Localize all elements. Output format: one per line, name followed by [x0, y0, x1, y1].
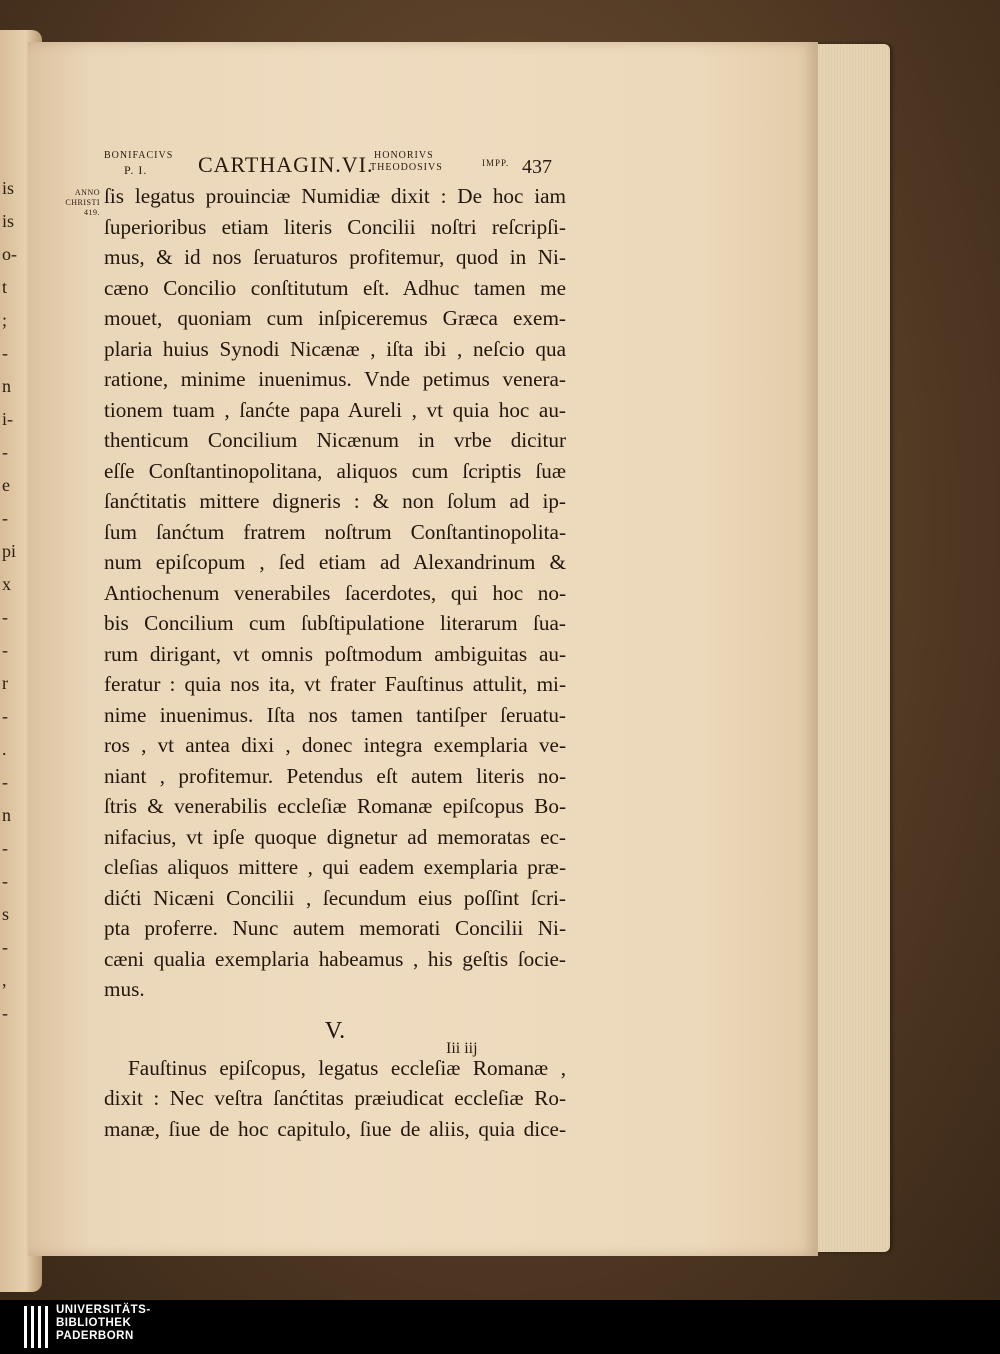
page-block-edges [810, 44, 890, 1252]
left-page-fragment: is [2, 211, 15, 231]
left-page-fragment: - [2, 607, 8, 627]
text-line: dićti Nicæni Concilii , ſecundum eius poſſint ſcri- [104, 885, 566, 910]
text-line: ros , vt antea dixi , donec integra exemplaria ve- [104, 733, 566, 757]
left-page-fragment: - [2, 706, 8, 726]
text-line: Fauſtinus epiſcopus, legatus eccleſiæ Romanæ , [128, 1055, 566, 1080]
body-text [104, 181, 566, 1144]
margin-note-year-value: 419. [84, 208, 100, 217]
running-head-pope-number: P. I. [124, 163, 148, 177]
left-page-fragment: s [2, 904, 10, 924]
running-head-pope: BONIFACIVS [104, 150, 174, 161]
text-line: niant , profitemur. Petendus eſt autem literis no- [104, 763, 566, 788]
left-page-fragment: o- [2, 244, 17, 264]
left-page-fragment: - [2, 442, 8, 462]
text-line: manæ, ſiue de hoc capitulo, ſiue de aliis, quia dice- [104, 1116, 566, 1141]
text-line: feratur : quia nos ita, vt frater Fauſtinus attulit, mi- [104, 672, 566, 696]
left-page-fragment: - [2, 838, 8, 858]
text-line: mus, & id nos ſeruaturos profitemur, quod in Ni- [104, 245, 566, 269]
text-line: mouet, quoniam cum inſpiceremus Græca exem- [104, 306, 566, 330]
running-head-emperor-2: THEODOSIVS [370, 162, 443, 173]
left-page-fragment: is [2, 178, 15, 198]
margin-note-christi: CHRISTI [65, 198, 100, 207]
margin-note-anno: ANNO [74, 188, 100, 197]
left-page-fragment: - [2, 640, 8, 660]
text-line: ſum ſanćtum fratrem noſtrum Conſtantinopolita- [104, 519, 566, 544]
text-line: ratione, minime inuenimus. Vnde petimus venera- [104, 367, 566, 391]
left-page-fragment: , [2, 970, 7, 990]
footer-bar [0, 1300, 1000, 1354]
text-line: bis Concilium cum ſubſtipulatione literarum ſua- [104, 611, 566, 635]
left-page-fragment: x [2, 574, 11, 594]
text-line: mus. [104, 977, 145, 1001]
running-head-imp: IMPP. [482, 158, 510, 168]
library-logo-icon [24, 1306, 48, 1348]
text-line: cleſias aliquos mittere , qui eadem exemplaria præ- [104, 855, 566, 879]
left-page-fragment: - [2, 772, 8, 792]
left-page-fragment: pi [2, 541, 17, 561]
text-line: dixit : Nec veſtra ſanćtitas præiudicat eccleſiæ Ro- [104, 1086, 566, 1110]
library-logo-line-3: PADERBORN [56, 1330, 134, 1342]
body-paragraph [104, 181, 566, 1005]
margin-note-year [60, 188, 100, 218]
text-line: nime inuenimus. Iſta nos tamen tantiſper ſeruatu- [104, 702, 566, 727]
text-line: plaria huius Synodi Nicænæ , iſta ibi , neſcio qua [104, 336, 566, 361]
text-line: Antiochenum venerabiles ſacerdotes, qui hoc no- [104, 580, 566, 605]
text-line: ſuperioribus etiam literis Concilii noſtri reſcripſi- [104, 214, 566, 239]
text-line: ſis legatus prouinciæ Numidiæ dixit : De hoc iam [104, 184, 566, 208]
running-head-title: CARTHAGIN.VI. [198, 152, 374, 177]
left-page-fragment: i- [2, 409, 13, 429]
text-line: rum dirigant, vt omnis poſtmodum ambiguitas au- [104, 641, 566, 666]
library-logo-line-2: BIBLIOTHEK [56, 1317, 132, 1329]
left-page-fragment: r [2, 673, 8, 693]
left-page-fragment: - [2, 343, 8, 363]
text-line: thenticum Concilium Nicænum in vrbe dicitur [104, 428, 566, 452]
left-page-fragment: - [2, 1003, 8, 1023]
text-line: nifacius, vt ipſe quoque dignetur ad memoratas ec- [104, 824, 566, 849]
left-page-fragment: - [2, 937, 8, 957]
running-head-emperor-1: HONORIVS [374, 150, 434, 161]
text-line: tionem tuam , ſanćte papa Aureli , vt quia hoc au- [104, 397, 566, 422]
left-page-fragment: t [2, 277, 8, 297]
section-paragraph [104, 1053, 566, 1145]
text-line: ſtris & venerabilis eccleſiæ Romanæ epiſcopus Bo- [104, 794, 566, 818]
text-line: eſſe Conſtantinopolitana, aliquos cum ſcriptis ſuæ [104, 458, 566, 483]
text-line: cæni qualia exemplaria habeamus , his geſtis ſocie- [104, 946, 566, 971]
text-line: pta proferre. Nunc autem memorati Concilii Ni- [104, 916, 566, 940]
library-logo-text [56, 1304, 151, 1343]
left-page-fragment: n [2, 805, 11, 825]
left-page-fragment: - [2, 508, 8, 528]
left-page-fragment: ; [2, 310, 8, 330]
text-line: num epiſcopum , ſed etiam ad Alexandrinum & [104, 550, 566, 574]
left-page-fragment: n [2, 376, 11, 396]
library-logo-line-1: UNIVERSITÄTS- [56, 1304, 151, 1316]
section-number: V. [324, 1017, 346, 1044]
left-page-fragment: e [2, 475, 10, 495]
text-line: ſanćtitatis mittere digneris : & non ſolum ad ip- [104, 489, 566, 513]
text-line: cæno Concilio conſtitutum eſt. Adhuc tamen me [104, 275, 566, 300]
page-number: 437 [522, 156, 552, 178]
left-page-fragment: - [2, 871, 8, 891]
left-page-fragment: . [2, 739, 7, 759]
signature-mark: Iii iij [446, 1040, 478, 1057]
